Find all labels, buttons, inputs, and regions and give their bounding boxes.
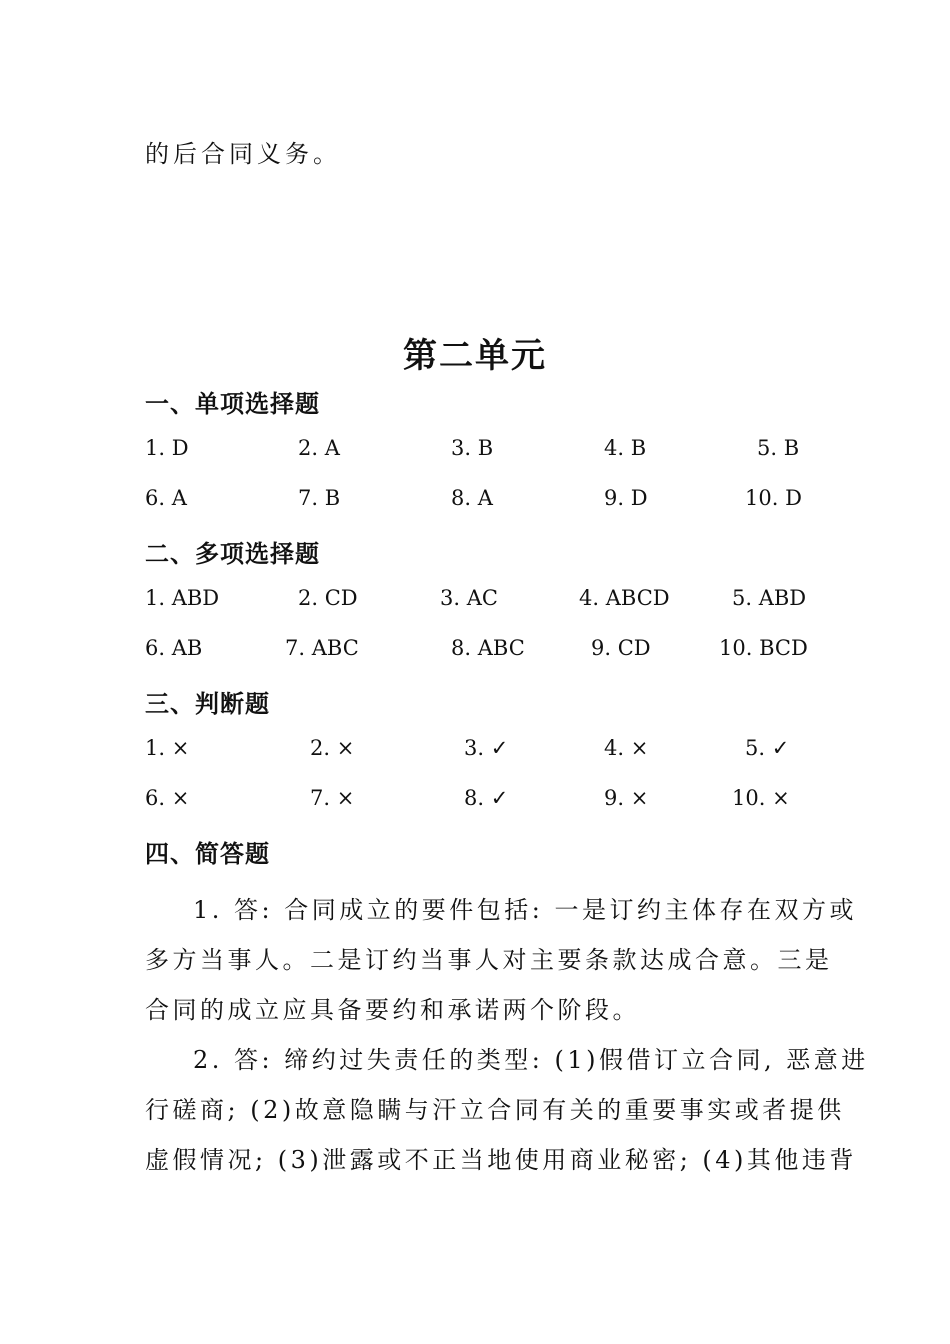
answer-item: 8. ABC [451,636,525,660]
multi-choice-row-2 [0,636,950,668]
answer-item: 3. ✓ [464,736,509,760]
answer-item: 8. ✓ [464,786,509,810]
true-false-row-1 [0,736,950,768]
continued-text: 的后合同义务。 [145,140,341,168]
short-answer-1 [145,885,857,1035]
short-answer-heading: 四、简答题 [145,840,270,868]
answer-item: 2. CD [298,586,358,610]
paragraph-line: 1. 答: 合同成立的要件包括: 一是订约主体存在双方或 [193,896,857,924]
paragraph-line: 2. 答: 缔约过失责任的类型: (1)假借订立合同, 恶意进 [193,1046,869,1074]
answer-item: 6. A [145,486,187,510]
short-answer-2 [145,1035,869,1185]
paragraph-line: 虚假情况; (3)泄露或不正当地使用商业秘密; (4)其他违背 [145,1146,857,1174]
single-choice-row-2 [0,486,950,518]
paragraph-line: 合同的成立应具备要约和承诺两个阶段。 [145,996,640,1024]
answer-item: 9. × [604,786,649,810]
single-choice-heading: 一、单项选择题 [145,390,320,418]
true-false-heading: 三、判断题 [145,690,270,718]
paragraph-line: 行磋商; (2)故意隐瞒与汗立合同有关的重要事实或者提供 [145,1096,845,1124]
answer-item: 3. B [451,436,494,460]
answer-item: 2. × [310,736,355,760]
multi-choice-row-1 [0,586,950,618]
answer-item: 9. CD [591,636,651,660]
answer-item: 1. × [145,736,190,760]
answer-item: 5. ✓ [745,736,790,760]
answer-item: 6. × [145,786,190,810]
answer-item: 1. D [145,436,189,460]
answer-item: 4. ABCD [579,586,670,610]
answer-item: 3. AC [440,586,498,610]
true-false-row-2 [0,786,950,818]
answer-item: 2. A [298,436,340,460]
answer-item: 10. × [732,786,790,810]
unit-title: 第二单元 [403,336,547,376]
answer-item: 6. AB [145,636,203,660]
answer-item: 7. × [310,786,355,810]
multi-choice-heading: 二、多项选择题 [145,540,320,568]
answer-item: 1. ABD [145,586,220,610]
answer-item: 7. B [298,486,341,510]
answer-item: 5. B [757,436,800,460]
answer-item: 9. D [604,486,648,510]
answer-item: 5. ABD [732,586,807,610]
answer-item: 4. B [604,436,647,460]
answer-item: 7. ABC [285,636,359,660]
answer-item: 10. BCD [719,636,808,660]
answer-item: 10. D [745,486,802,510]
single-choice-row-1 [0,436,950,468]
answer-item: 8. A [451,486,493,510]
paragraph-line: 多方当事人。二是订约当事人对主要条款达成合意。三是 [145,946,833,974]
answer-item: 4. × [604,736,649,760]
